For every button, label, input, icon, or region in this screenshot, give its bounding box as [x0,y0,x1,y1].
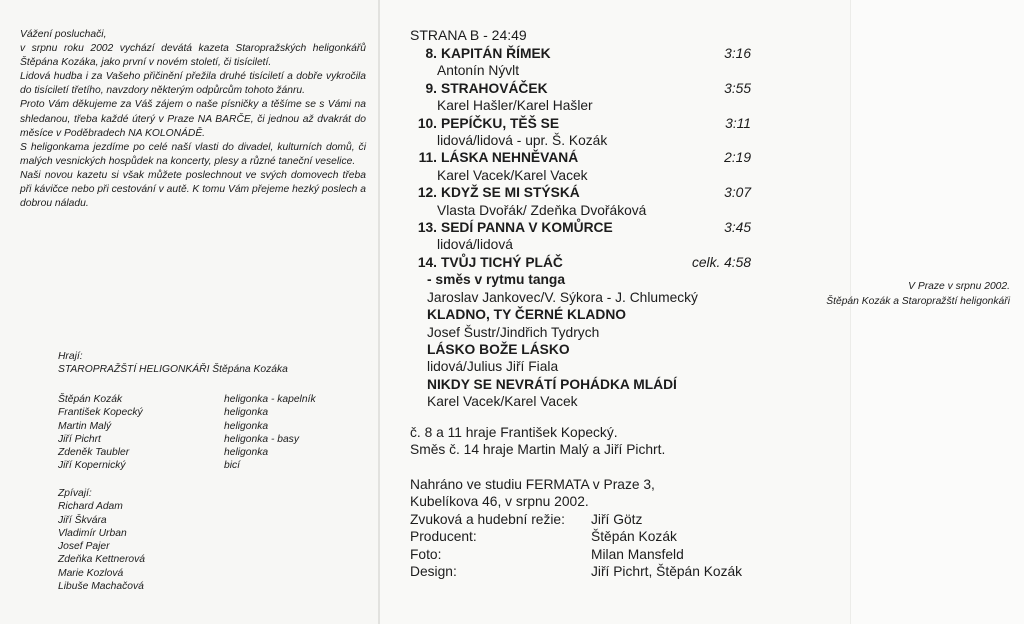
player-row [58,406,316,419]
credit-key: Design: [410,564,457,580]
tracklist [410,27,770,411]
letter-paragraph: Naši novou kazetu si však můžete poslechnout ve svých domovech třeba při kávičce nebo při cestování v autě. K tomu Vám přejeme hezký poslech a dobrou náladu. [20,169,366,210]
track-number: 10. [417,115,437,131]
track-number: 8. [425,46,437,61]
track-number: 13. [417,220,437,236]
medley-line: Josef Šustr/Jindřich Tydrych [427,324,600,340]
medley-line: lidová/Julius Jiří Fiala [427,359,559,375]
track-item [410,80,770,115]
player-name: Zdeněk Taubler [58,447,130,459]
band-name: STAROPRAŽŠTÍ HELIGONKÁŘI Štěpána Kozáka [58,364,288,375]
track-author: Karel Vacek/Karel Vacek [437,167,588,183]
track-number: 9. [425,80,437,96]
track-title: PEPÍČKU, TĚŠ SE [441,115,560,131]
singer-name: Zdeňka Kettnerová [58,554,146,566]
performer-notes [410,424,665,459]
singer-name: Jiří Škvára [58,514,107,526]
player-role: heligonka [224,407,269,419]
medley-line: LÁSKO BOŽE LÁSKO [427,341,570,357]
track-title: TVŮJ TICHÝ PLÁČ [441,254,563,270]
track-author: lidová/lidová - upr. Š. Kozák [437,133,608,149]
player-name: Jiří Kopernický [58,460,126,472]
player-row [58,446,316,459]
credit-row [410,511,742,528]
players-list [58,393,316,473]
band-heading [58,350,288,376]
credit-row [410,546,742,563]
track-item [410,115,770,150]
credit-value: Milan Mansfeld [591,546,684,562]
track-item [410,45,770,80]
track-title: SEDÍ PANNA V KOMŮRCE [441,220,613,236]
singer-name: Richard Adam [58,501,123,513]
medley-line: Jaroslav Jankovec/V. Sýkora - J. Chlumecký [427,289,698,305]
player-row [58,459,316,472]
signature-place: V Praze v srpnu 2002. [908,281,1010,292]
medley-line: Karel Vacek/Karel Vacek [427,394,578,410]
singer-name: Libuše Machačová [58,581,144,593]
studio-line: Kubelíkova 46, v srpnu 2002. [410,494,589,510]
track-author: Vlasta Dvořák/ Zdeňka Dvořáková [437,202,647,218]
track-duration: celk. 4:58 [691,254,751,270]
letter-paragraph: S heligonkama jezdíme po celé naší vlasti do divadel, kulturních domů, či malých vesnických hospůdek na koncerty, plesy a různé taneční veselice. [20,141,366,167]
player-role: bicí [224,460,241,472]
players-label: Hrají: [58,351,83,362]
track-number: 11. [418,150,437,166]
player-name: Jiří Pichrt [58,433,101,445]
track-author: Karel Hašler/Karel Hašler [437,98,593,114]
track-duration: 2:19 [724,150,751,166]
signature [826,280,1010,309]
track-title: KAPITÁN ŘÍMEK [441,46,551,61]
letter-paragraph: Lidová hudba i za Vašeho přičinění přežila druhé tisíciletí a dobře vykročila do tisíciletí třetího, navzdory některým odpůrcům tohoto žánru. [20,71,366,97]
player-role: heligonka - kapelník [224,394,316,405]
track-item [410,219,770,254]
note-line: č. 8 a 11 hraje František Kopecký. [410,425,618,440]
credit-row [410,528,742,545]
player-role: heligonka [224,447,269,459]
track-duration: 3:55 [724,80,751,96]
singer-name: Vladimír Urban [58,527,127,539]
letter-paragraph: Proto Vám děkujeme za Váš zájem o naše písničky a těšíme se s Vámi na shledanou, třeba každé úterý v Praze NA BARČE, či jednou až dvakrát do měsíce v Poděbradech NA KOLONÁDĚ. [20,99,366,139]
signature-name: Štěpán Kozák a Staropražští heligonkáři [826,295,1010,307]
player-name: Štěpán Kozák [58,394,123,405]
singers-list [58,487,145,593]
studio-line: Nahráno ve studiu FERMATA v Praze 3, [410,477,655,492]
studio-credits [410,476,742,580]
track-duration: 3:07 [724,185,751,201]
track-duration: 3:45 [724,220,751,236]
credit-value: Štěpán Kozák [591,529,677,545]
singer-name: Josef Pajer [58,541,110,553]
track-number: 14. [417,254,437,270]
track-item [410,149,770,184]
track-duration: 3:16 [724,46,751,61]
blank-strip [850,0,1024,624]
track-item [410,254,770,271]
player-row [58,420,316,433]
singer-name: Marie Kozlová [58,567,124,579]
track-author: Antonín Nývlt [437,63,520,79]
note-line: Směs č. 14 hraje Martin Malý a Jiří Pichrt. [410,442,666,458]
credit-value: Jiří Götz [591,511,643,527]
medley-line: KLADNO, TY ČERNÉ KLADNO [427,307,627,323]
track-item [410,184,770,219]
track-title: LÁSKA NEHNĚVANÁ [441,150,579,166]
credit-key: Foto: [410,546,442,562]
credit-row [410,563,742,580]
credit-key: Zvuková a hudební režie: [410,511,565,527]
track-title: STRAHOVÁČEK [441,80,548,96]
player-row [58,433,316,446]
intro-letter [20,28,366,211]
player-name: František Kopecký [58,407,143,419]
credit-key: Producent: [410,529,477,545]
credit-value: Jiří Pichrt, Štěpán Kozák [591,564,743,580]
player-role: heligonka [224,420,269,432]
track-duration: 3:11 [725,115,751,131]
track-title: KDYŽ SE MI STÝSKÁ [441,185,580,201]
medley-line: NIKDY SE NEVRÁTÍ POHÁDKA MLÁDÍ [427,376,677,392]
track-author: lidová/lidová [437,237,513,253]
player-row [58,393,316,406]
player-name: Martin Malý [58,420,112,432]
side-title: STRANA B - 24:49 [410,27,527,43]
track-number: 12. [417,185,437,201]
letter-paragraph: v srpnu roku 2002 vychází devátá kazeta Staropražských heligonkářů Štěpána Kozáka, jako první v novém století, či tisíciletí. [20,43,366,69]
medley-line: - směs v rytmu tanga [427,272,566,288]
player-role: heligonka - basy [224,433,299,445]
letter-greeting: Vážení posluchači, [20,29,107,40]
singers-label: Zpívají: [58,488,92,499]
